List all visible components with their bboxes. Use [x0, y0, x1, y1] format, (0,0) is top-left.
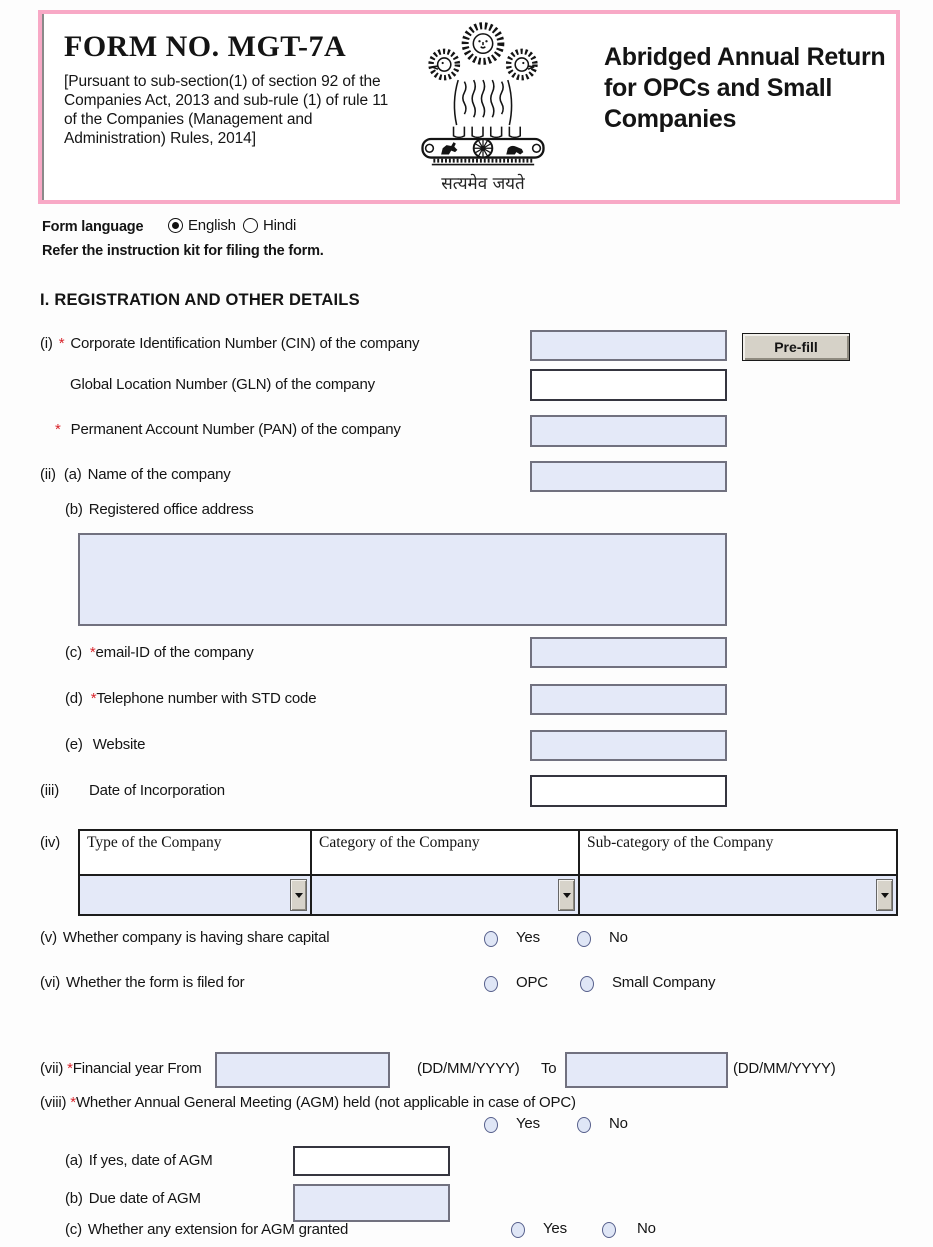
fy-from-format: (DD/MM/YYYY) — [417, 1060, 520, 1077]
company-type-select[interactable] — [79, 875, 311, 915]
row-num: (v) — [40, 929, 57, 946]
required-marker: * — [67, 1060, 73, 1077]
required-marker: * — [55, 421, 61, 438]
cin-label: Corporate Identification Number (CIN) of the company — [70, 335, 420, 352]
row-num: (ii) — [40, 466, 56, 483]
filed-for-opc-label: OPC — [516, 974, 548, 991]
agm-held-no-label: No — [609, 1115, 628, 1132]
agm-due-date-input[interactable] — [293, 1184, 450, 1222]
form-number-title: FORM NO. MGT-7A — [64, 30, 347, 63]
company-name-label: Name of the company — [87, 466, 231, 483]
row-sub: (d) — [65, 690, 83, 707]
required-marker: * — [70, 1094, 76, 1111]
emblem-block — [408, 18, 558, 194]
row-sub: (a) — [65, 1152, 83, 1169]
filed-for-opc-radio[interactable] — [484, 976, 498, 992]
row-num: (vii) — [40, 1060, 64, 1077]
gln-input[interactable] — [530, 369, 727, 401]
agm-extension-yes-label: Yes — [543, 1220, 567, 1237]
pan-input[interactable] — [530, 415, 727, 447]
company-type-table — [78, 829, 898, 916]
agm-held-label: Whether Annual General Meeting (AGM) held (not applicable in case of OPC) — [75, 1094, 576, 1111]
filed-for-label: Whether the form is filed for — [66, 974, 245, 991]
section-heading: I. REGISTRATION AND OTHER DETAILS — [40, 291, 360, 309]
row-sub: (c) — [65, 1221, 82, 1238]
agm-held-no-radio[interactable] — [577, 1117, 591, 1133]
emblem-motto: सत्यमेव जयते — [441, 174, 525, 194]
gln-label: Global Location Number (GLN) of the company — [70, 376, 375, 393]
telephone-label: Telephone number with STD code — [96, 690, 317, 707]
filed-for-small-company-radio[interactable] — [580, 976, 594, 992]
share-capital-yes-radio[interactable] — [484, 931, 498, 947]
pursuant-text: [Pursuant to sub-section(1) of section 92 of the Companies Act, 2013 and sub-rule (1) of rule 11 of the Companies (Management and Administration) Rules, 2014] — [64, 73, 389, 147]
filed-for-small-company-label: Small Company — [612, 974, 716, 991]
prefill-button[interactable]: Pre-fill — [742, 333, 850, 361]
share-capital-no-radio[interactable] — [577, 931, 591, 947]
row-sub: (c) — [65, 644, 82, 661]
row-sub: (a) — [63, 466, 82, 483]
website-input[interactable] — [530, 730, 727, 761]
row-sub: (b) — [65, 501, 83, 518]
share-capital-label: Whether company is having share capital — [62, 929, 330, 946]
company-category-select[interactable] — [311, 875, 579, 915]
pan-label: Permanent Account Number (PAN) of the company — [70, 421, 401, 438]
fy-to-label: To — [541, 1060, 557, 1077]
form-header — [38, 10, 900, 204]
language-english-radio[interactable] — [168, 218, 183, 233]
agm-extension-label: Whether any extension for AGM granted — [87, 1221, 349, 1238]
agm-date-input[interactable] — [293, 1146, 450, 1176]
email-input[interactable] — [530, 637, 727, 668]
agm-held-yes-radio[interactable] — [484, 1117, 498, 1133]
company-subcategory-select[interactable] — [579, 875, 897, 915]
type-header: Type of the Company — [79, 830, 311, 875]
telephone-input[interactable] — [530, 684, 727, 715]
row-num: (iii) — [40, 782, 59, 799]
row-num: (viii) — [40, 1094, 67, 1111]
company-name-input[interactable] — [530, 461, 727, 492]
email-label: email-ID of the company — [95, 644, 254, 661]
agm-extension-no-radio[interactable] — [602, 1222, 616, 1238]
agm-extension-yes-radio[interactable] — [511, 1222, 525, 1238]
form-language-label: Form language — [42, 219, 144, 235]
required-marker: * — [90, 690, 97, 707]
website-label: Website — [92, 736, 146, 753]
national-emblem-icon — [413, 18, 553, 170]
row-sub: (e) — [65, 736, 83, 753]
agm-due-date-label: Due date of AGM — [88, 1190, 201, 1207]
row-num: (vi) — [40, 974, 61, 991]
incorporation-date-input[interactable] — [530, 775, 727, 807]
row-num: (i) — [40, 335, 53, 352]
chevron-down-icon[interactable] — [558, 879, 575, 911]
category-header: Category of the Company — [311, 830, 579, 875]
row-sub: (b) — [65, 1190, 83, 1207]
chevron-down-icon[interactable] — [876, 879, 893, 911]
agm-date-label: If yes, date of AGM — [88, 1152, 213, 1169]
chevron-down-icon[interactable] — [290, 879, 307, 911]
incorporation-date-label: Date of Incorporation — [89, 782, 225, 799]
language-english-label: English — [188, 217, 236, 234]
financial-year-label: Financial year From — [72, 1060, 202, 1077]
share-capital-no-label: No — [609, 929, 628, 946]
agm-extension-no-label: No — [637, 1220, 656, 1237]
row-num: (iv) — [40, 834, 61, 851]
language-hindi-radio[interactable] — [243, 218, 258, 233]
agm-held-yes-label: Yes — [516, 1115, 540, 1132]
fy-to-format: (DD/MM/YYYY) — [733, 1060, 836, 1077]
instruction-text: Refer the instruction kit for filing the form. — [42, 243, 324, 259]
required-marker: * — [89, 644, 96, 661]
registered-address-textarea[interactable] — [78, 533, 727, 626]
subcategory-header: Sub-category of the Company — [579, 830, 897, 875]
form-title: Abridged Annual Return for OPCs and Small Companies — [604, 43, 886, 133]
cin-input[interactable] — [530, 330, 727, 361]
fy-to-input[interactable] — [565, 1052, 728, 1088]
fy-from-input[interactable] — [215, 1052, 390, 1088]
language-hindi-label: Hindi — [263, 217, 297, 234]
registered-address-label: Registered office address — [88, 501, 254, 518]
share-capital-yes-label: Yes — [516, 929, 540, 946]
required-marker: * — [58, 335, 65, 352]
